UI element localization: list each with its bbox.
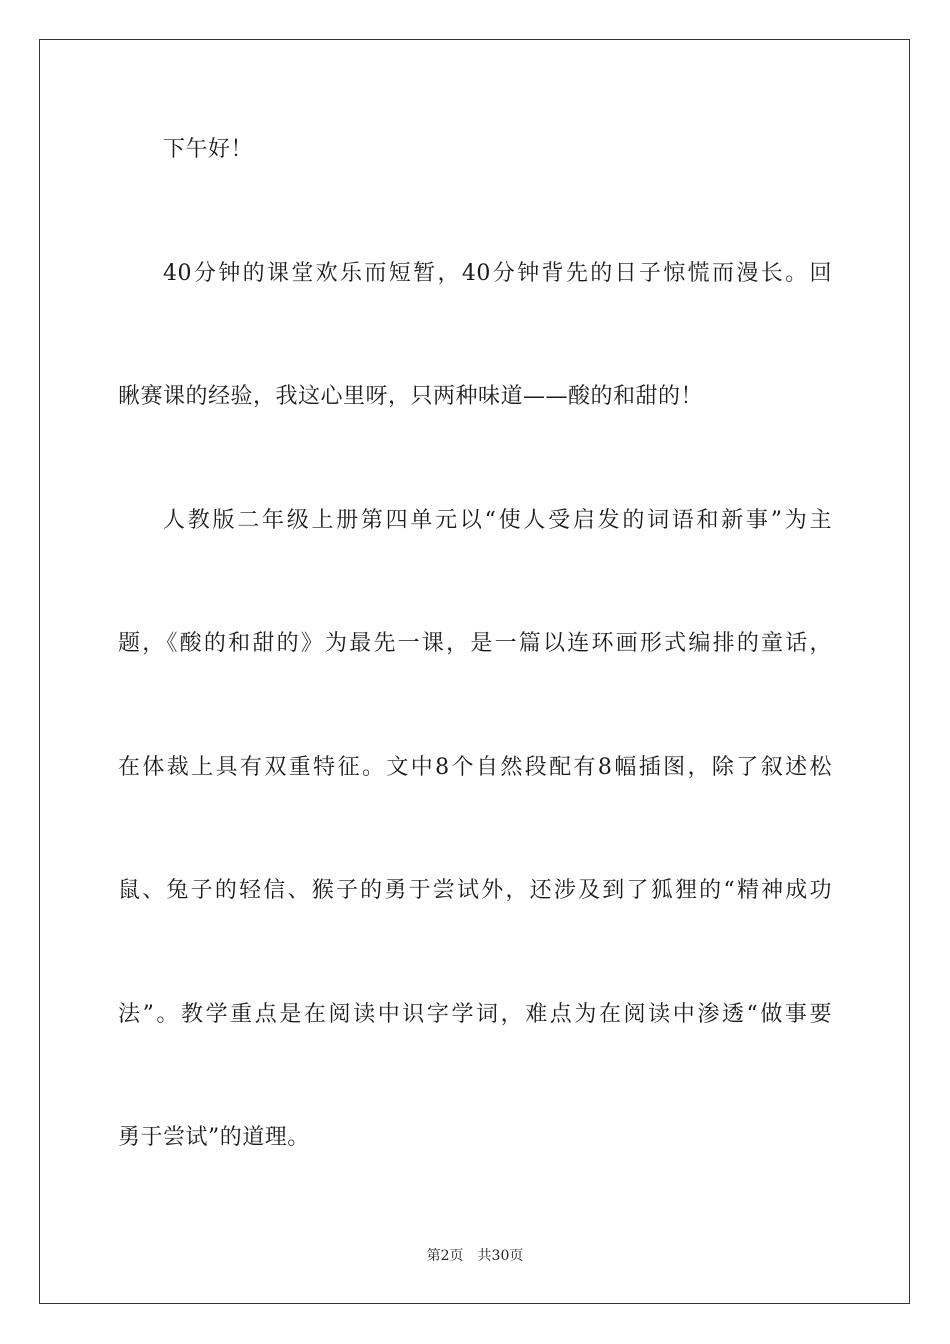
paragraph-2-line-3: 在体裁上具有双重特征。文中8个自然段配有8幅插图，除了叙述松: [118, 755, 832, 780]
paragraph-2-line-5: 法”。教学重点是在阅读中识字学词，难点为在阅读中渗透“做事要: [118, 1002, 832, 1027]
paragraph-2-line-6: 勇于尝试”的道理。: [118, 1125, 310, 1150]
page-border: [39, 39, 910, 1304]
paragraph-1-line-2: 瞅赛课的经验，我这心里呀，只两种味道——酸的和甜的！: [118, 384, 704, 409]
paragraph-2-line-1: 人教版二年级上册第四单元以“使人受启发的词语和新事”为主: [163, 508, 832, 533]
page-footer: [0, 1247, 950, 1265]
page-total: 共30页: [477, 1248, 524, 1264]
greeting-line: 下午好！: [163, 137, 254, 162]
page-number: 第2页: [426, 1248, 464, 1264]
paragraph-1-line-1: 40分钟的课堂欢乐而短暂，40分钟背先的日子惊慌而漫长。回: [163, 261, 832, 286]
paragraph-2-line-4: 鼠、兔子的轻信、猴子的勇于尝试外，还涉及到了狐狸的“精神成功: [118, 878, 832, 903]
paragraph-2-line-2: 题，《酸的和甜的》为最先一课，是一篇以连环画形式编排的童话，: [118, 631, 832, 656]
